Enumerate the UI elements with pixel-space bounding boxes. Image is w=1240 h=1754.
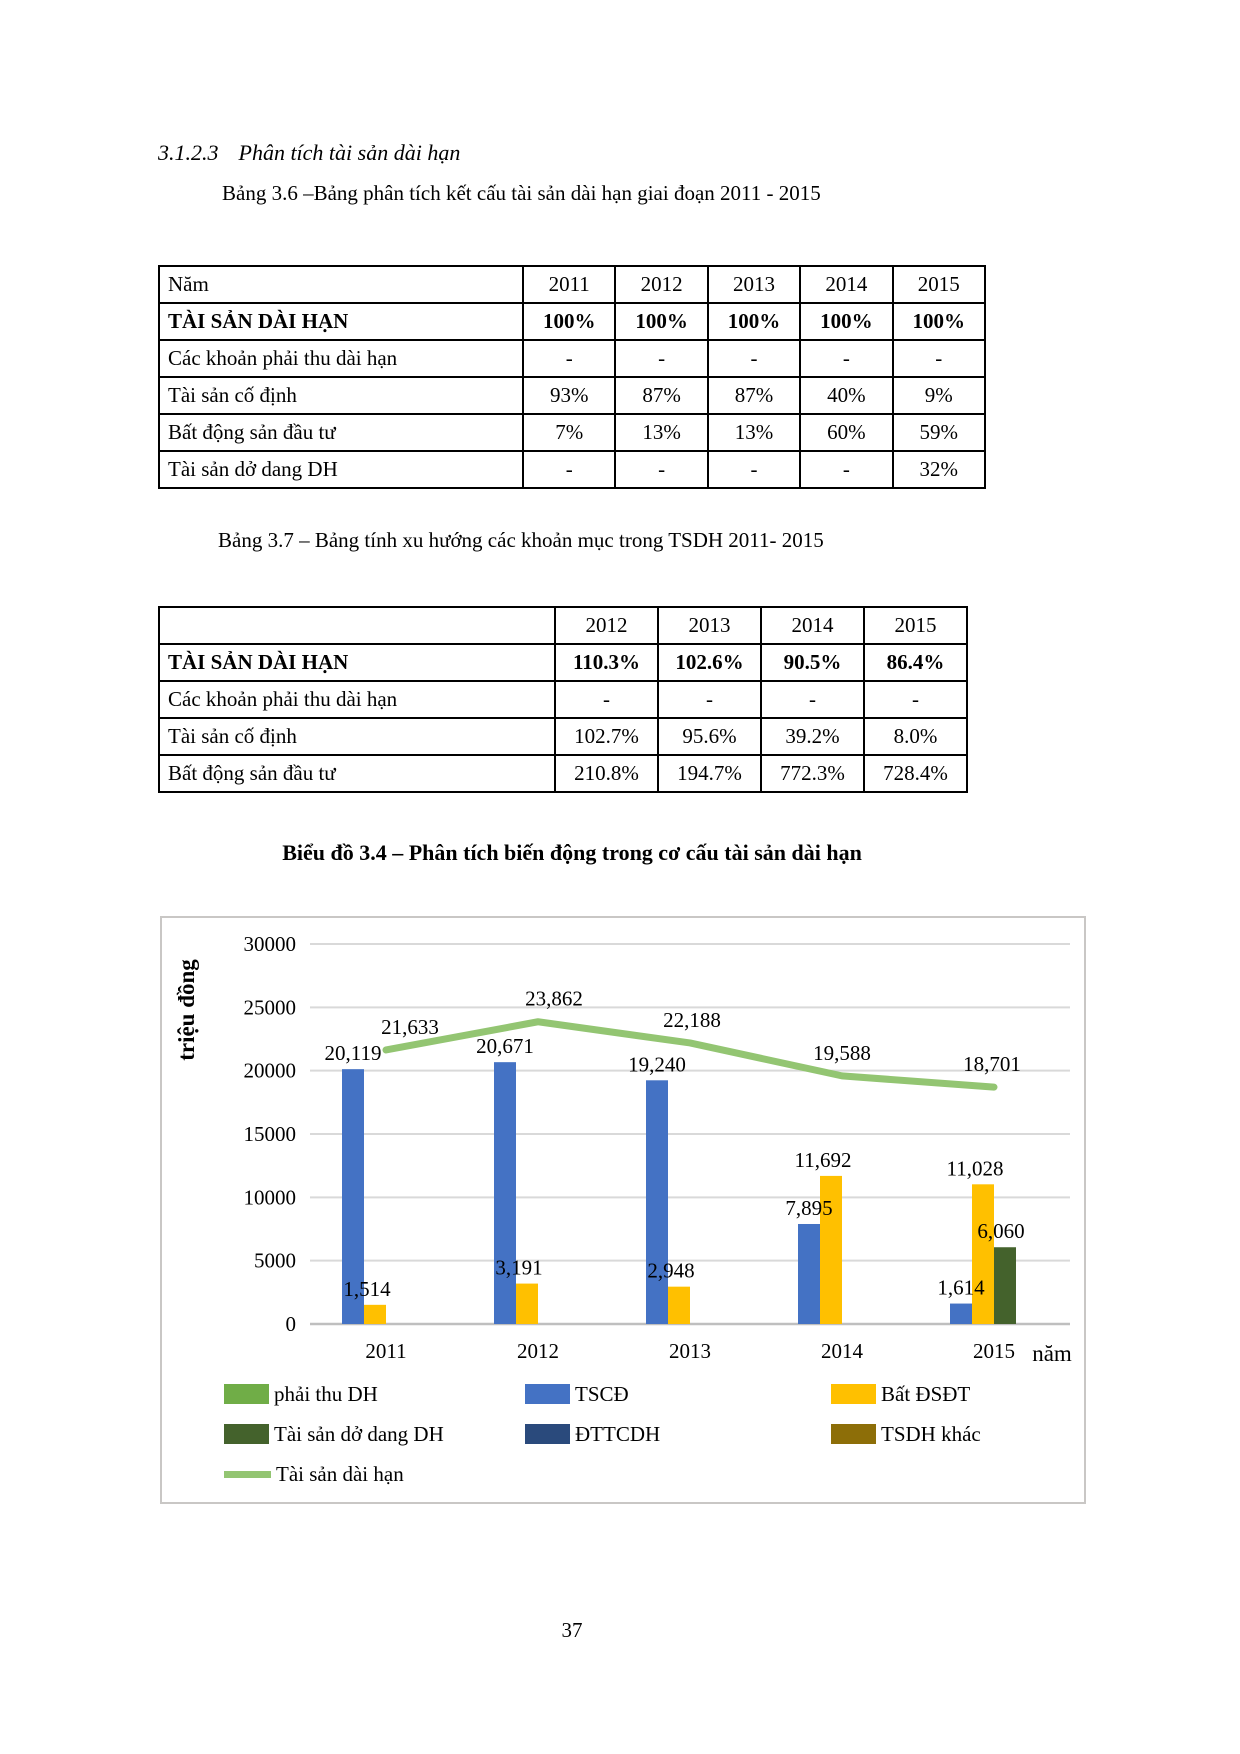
section-heading bbox=[158, 140, 460, 166]
chart-legend bbox=[224, 1381, 1069, 1486]
legend-line-swatch bbox=[224, 1471, 271, 1478]
table-row bbox=[159, 451, 985, 488]
row-value-cell: 87% bbox=[615, 377, 707, 414]
row-value-cell: - bbox=[615, 340, 707, 377]
row-value-cell: - bbox=[893, 340, 985, 377]
bar-data-label: 20,119 bbox=[324, 1041, 382, 1066]
row-value-cell: - bbox=[800, 451, 892, 488]
row-value-cell: 8.0% bbox=[864, 718, 967, 755]
bar-batdsdt bbox=[972, 1184, 994, 1324]
legend-label: Tài sản dài hạn bbox=[276, 1461, 404, 1486]
line-data-label: 19,588 bbox=[813, 1040, 871, 1065]
row-value-cell: - bbox=[523, 340, 615, 377]
bar-data-label: 11,692 bbox=[794, 1147, 852, 1172]
row-label-cell: Bất động sản đầu tư bbox=[159, 755, 555, 792]
row-value-cell: 93% bbox=[523, 377, 615, 414]
header-year-cell: 2015 bbox=[864, 607, 967, 644]
legend-item bbox=[525, 1421, 831, 1446]
legend-item bbox=[224, 1381, 525, 1406]
header-year-cell: 2014 bbox=[761, 607, 864, 644]
bar-tscd bbox=[950, 1304, 972, 1324]
table1-caption: Bảng 3.6 –Bảng phân tích kết cấu tài sản dài hạn giai đoạn 2011 - 2015 bbox=[222, 181, 821, 205]
bar-data-label: 3,191 bbox=[495, 1255, 543, 1280]
legend-square-swatch bbox=[224, 1384, 269, 1404]
bar-data-label: 7,895 bbox=[785, 1195, 833, 1220]
row-value-cell: 194.7% bbox=[658, 755, 761, 792]
row-value-cell: 100% bbox=[615, 303, 707, 340]
x-tick-label: 2012 bbox=[517, 1339, 559, 1363]
row-value-cell: 40% bbox=[800, 377, 892, 414]
bar-data-label: 1,514 bbox=[343, 1276, 391, 1301]
x-tick-label: 2011 bbox=[365, 1339, 407, 1363]
bar-tscd bbox=[494, 1062, 516, 1324]
row-label-cell: Tài sản dở dang DH bbox=[159, 451, 523, 488]
bar-data-label: 6,060 bbox=[977, 1219, 1025, 1244]
legend-square-swatch bbox=[224, 1424, 269, 1444]
table-row bbox=[159, 644, 967, 681]
table2-caption: Bảng 3.7 – Bảng tính xu hướng các khoản mục trong TSDH 2011- 2015 bbox=[218, 528, 824, 552]
row-value-cell: 39.2% bbox=[761, 718, 864, 755]
x-axis-title: năm bbox=[1032, 1341, 1072, 1366]
legend-label: ĐTTCDH bbox=[575, 1421, 661, 1446]
row-value-cell: - bbox=[523, 451, 615, 488]
header-year-cell: 2012 bbox=[615, 266, 707, 303]
legend-square-swatch bbox=[525, 1384, 570, 1404]
y-tick-label: 30000 bbox=[243, 932, 296, 956]
row-value-cell: 87% bbox=[708, 377, 800, 414]
row-value-cell: 100% bbox=[800, 303, 892, 340]
row-value-cell: 86.4% bbox=[864, 644, 967, 681]
bar-batdsdt bbox=[364, 1305, 386, 1324]
header-year-cell: 2013 bbox=[658, 607, 761, 644]
row-value-cell: 772.3% bbox=[761, 755, 864, 792]
line-data-label: 22,188 bbox=[663, 1007, 721, 1032]
header-year-cell: 2012 bbox=[555, 607, 658, 644]
row-value-cell: 32% bbox=[893, 451, 985, 488]
x-tick-label: 2013 bbox=[669, 1339, 711, 1363]
row-value-cell: - bbox=[864, 681, 967, 718]
row-value-cell: - bbox=[708, 451, 800, 488]
row-value-cell: 7% bbox=[523, 414, 615, 451]
chart-title: Biểu đồ 3.4 – Phân tích biến động trong cơ cấu tài sản dài hạn bbox=[282, 840, 862, 865]
x-tick-label: 2014 bbox=[821, 1339, 863, 1363]
row-value-cell: 95.6% bbox=[658, 718, 761, 755]
row-label-cell: TÀI SẢN DÀI HẠN bbox=[159, 303, 523, 340]
legend-square-swatch bbox=[525, 1424, 570, 1444]
y-axis-title: triệu đồng bbox=[174, 959, 199, 1061]
y-tick-label: 10000 bbox=[243, 1185, 296, 1210]
y-tick-label: 0 bbox=[285, 1312, 296, 1336]
bar-data-label: 19,240 bbox=[628, 1052, 686, 1077]
row-value-cell: 102.6% bbox=[658, 644, 761, 681]
header-year-cell: 2011 bbox=[523, 266, 615, 303]
table-row bbox=[159, 681, 967, 718]
legend-item bbox=[224, 1421, 525, 1446]
row-value-cell: 100% bbox=[893, 303, 985, 340]
table2-header bbox=[159, 607, 967, 644]
row-label-cell: Tài sản cố định bbox=[159, 377, 523, 414]
y-tick-label: 5000 bbox=[254, 1248, 296, 1273]
row-label-cell: Bất động sản đầu tư bbox=[159, 414, 523, 451]
bar-batdsdt bbox=[668, 1287, 690, 1324]
table-structure-tsdh bbox=[158, 265, 986, 489]
chart-container bbox=[160, 916, 1086, 1504]
x-tick-label: 2015 bbox=[973, 1339, 1015, 1363]
bar-tscd bbox=[646, 1080, 668, 1324]
legend-label: Bất ĐSĐT bbox=[881, 1381, 971, 1406]
header-year-cell: 2015 bbox=[893, 266, 985, 303]
row-value-cell: 100% bbox=[523, 303, 615, 340]
table-row bbox=[159, 755, 967, 792]
y-tick-label: 20000 bbox=[243, 1058, 296, 1083]
row-value-cell: 102.7% bbox=[555, 718, 658, 755]
row-value-cell: 728.4% bbox=[864, 755, 967, 792]
row-value-cell: - bbox=[555, 681, 658, 718]
table-row bbox=[159, 377, 985, 414]
line-data-label: 23,862 bbox=[525, 986, 583, 1011]
bar-data-label: 2,948 bbox=[647, 1258, 695, 1283]
row-label-cell: Các khoản phải thu dài hạn bbox=[159, 340, 523, 377]
table-trend-tsdh bbox=[158, 606, 968, 793]
row-value-cell: 60% bbox=[800, 414, 892, 451]
bar-batdsdt bbox=[516, 1284, 538, 1324]
table-header-row bbox=[159, 607, 967, 644]
chart-canvas bbox=[162, 918, 1088, 1384]
y-tick-label: 15000 bbox=[243, 1122, 296, 1146]
line-data-label: 18,701 bbox=[963, 1052, 1021, 1077]
table1-body bbox=[159, 303, 985, 488]
bar-tscd bbox=[798, 1224, 820, 1324]
row-value-cell: 9% bbox=[893, 377, 985, 414]
row-value-cell: - bbox=[615, 451, 707, 488]
row-value-cell: - bbox=[658, 681, 761, 718]
table-row bbox=[159, 414, 985, 451]
legend-item bbox=[525, 1381, 831, 1406]
bar-data-label: 11,028 bbox=[946, 1156, 1004, 1181]
header-year-cell: 2014 bbox=[800, 266, 892, 303]
legend-item bbox=[224, 1461, 525, 1486]
legend-label: TSCĐ bbox=[575, 1381, 629, 1406]
bar-dodang bbox=[994, 1247, 1016, 1324]
row-value-cell: 13% bbox=[615, 414, 707, 451]
bar-data-label: 20,671 bbox=[476, 1034, 534, 1059]
page-number: 37 bbox=[561, 1618, 583, 1642]
table-header-row bbox=[159, 266, 985, 303]
legend-item bbox=[831, 1381, 1069, 1406]
y-tick-label: 25000 bbox=[243, 995, 296, 1020]
row-value-cell: 110.3% bbox=[555, 644, 658, 681]
row-value-cell: 90.5% bbox=[761, 644, 864, 681]
legend-label: TSDH khác bbox=[881, 1421, 981, 1446]
legend-label: phải thu DH bbox=[274, 1381, 378, 1406]
row-value-cell: - bbox=[761, 681, 864, 718]
table2-body bbox=[159, 644, 967, 792]
header-label-cell bbox=[159, 607, 555, 644]
header-year-cell: 2013 bbox=[708, 266, 800, 303]
section-number: 3.1.2.3 bbox=[158, 140, 219, 165]
row-value-cell: 100% bbox=[708, 303, 800, 340]
legend-square-swatch bbox=[831, 1424, 876, 1444]
row-label-cell: TÀI SẢN DÀI HẠN bbox=[159, 644, 555, 681]
header-label-cell: Năm bbox=[159, 266, 523, 303]
row-label-cell: Tài sản cố định bbox=[159, 718, 555, 755]
table1-header bbox=[159, 266, 985, 303]
legend-label: Tài sản dở dang DH bbox=[274, 1421, 444, 1446]
row-value-cell: - bbox=[708, 340, 800, 377]
row-value-cell: 210.8% bbox=[555, 755, 658, 792]
table-row bbox=[159, 303, 985, 340]
bar-data-label: 1,614 bbox=[937, 1275, 985, 1300]
line-data-label: 21,633 bbox=[381, 1014, 439, 1039]
row-value-cell: - bbox=[800, 340, 892, 377]
row-value-cell: 59% bbox=[893, 414, 985, 451]
legend-item bbox=[831, 1421, 1069, 1446]
table-row bbox=[159, 718, 967, 755]
section-title: Phân tích tài sản dài hạn bbox=[238, 140, 461, 165]
row-value-cell: 13% bbox=[708, 414, 800, 451]
legend-square-swatch bbox=[831, 1384, 876, 1404]
table-row bbox=[159, 340, 985, 377]
row-label-cell: Các khoản phải thu dài hạn bbox=[159, 681, 555, 718]
